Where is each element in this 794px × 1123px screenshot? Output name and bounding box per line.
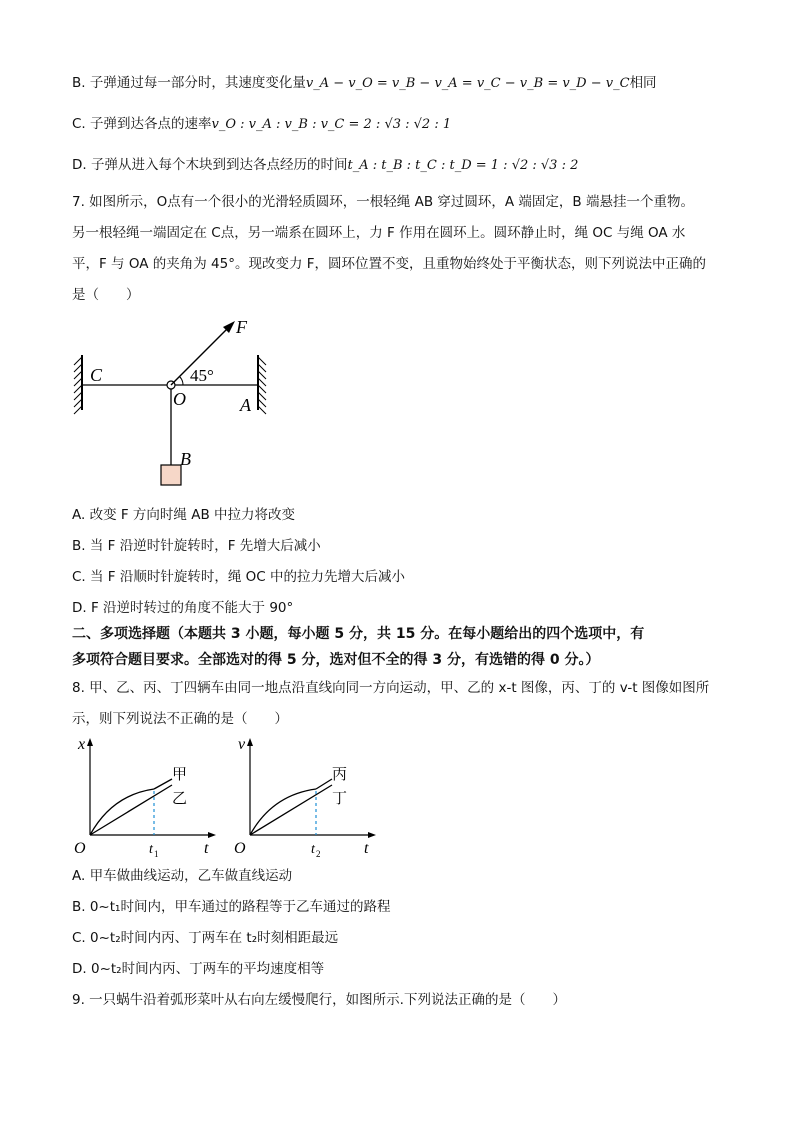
xt-x-axis-arrow: [87, 738, 93, 746]
q7-stem-line-2: 另一根轻绳一端固定在 C点，另一端系在圆环上，力 F 作用在圆环上。圆环静止时，绳 OC 与绳 OA 水: [72, 225, 686, 241]
label-bing: 丙: [332, 767, 348, 783]
xt-y-label: x: [78, 736, 86, 753]
xt-x-label: t: [204, 840, 209, 857]
section2-header-line-2: 多项符合题目要求。全部选对的得 5 分，选对但不全的得 3 分，有选错的得 0 分。）: [72, 652, 600, 668]
curve-bing-tail: [316, 779, 332, 789]
section2-header-line-1: 二、多项选择题（本题共 3 小题，每小题 5 分，共 15 分。在每小题给出的四个选项中，有: [72, 626, 645, 642]
q8-option-c: C. 0~t₂时间内丙、丁两车在 t₂时刻相距最远: [72, 930, 339, 946]
q6-option-d-text: D. 子弹从进入每个木块到到达各点经历的时间: [72, 157, 348, 173]
q6-option-b: [72, 73, 657, 94]
line-ding: [250, 785, 332, 835]
curve-jia-tail: [154, 779, 172, 789]
q7-stem-line-1: 7. 如图所示，O点有一个很小的光滑轻质圆环，一根轻绳 AB 穿过圆环，A 端固定，B 端悬挂一个重物。: [72, 194, 694, 210]
q8-option-a: A. 甲车做曲线运动，乙车做直线运动: [72, 868, 293, 884]
q7-option-a: A. 改变 F 方向时绳 AB 中拉力将改变: [72, 507, 296, 523]
q6-option-b-text: B. 子弹通过每一部分时，其速度变化量: [72, 75, 306, 91]
q7-force-diagram: [70, 315, 280, 495]
q6-option-b-formula: v_A − v_O = v_B − v_A = v_C − v_B = v_D − v_C: [305, 76, 630, 91]
q8-vt-graph: [232, 733, 382, 861]
right-wall-hatching: [258, 357, 266, 414]
vt-t-axis-arrow: [368, 832, 376, 838]
label-jia: 甲: [172, 767, 188, 783]
vt-t2-subscript: 2: [316, 849, 321, 859]
q6-option-c: [72, 114, 451, 135]
curve-jia: [90, 789, 154, 835]
label-yi: 乙: [172, 791, 188, 807]
q8-option-b: B. 0~t₁时间内，甲车通过的路程等于乙车通过的路程: [72, 899, 391, 915]
vt-v-axis-arrow: [247, 738, 253, 746]
line-yi: [90, 785, 172, 835]
q7-stem-line-4: 是（ ）: [72, 287, 140, 303]
q8-option-d: D. 0~t₂时间内丙、丁两车的平均速度相等: [72, 961, 325, 977]
q8-xt-graph: [72, 733, 222, 861]
label-f: F: [236, 317, 247, 337]
label-b: B: [180, 449, 191, 469]
vt-t2-label: t: [311, 842, 315, 857]
vt-origin-label: O: [234, 840, 246, 857]
label-ding: 丁: [332, 791, 348, 807]
label-c: C: [90, 365, 103, 385]
q7-option-d: D. F 沿逆时转过的角度不能大于 90°: [72, 600, 294, 616]
q6-option-c-text: C. 子弹到达各点的速率: [72, 116, 212, 132]
q8-stem-line-2: 示，则下列说法不正确的是（ ）: [72, 711, 288, 727]
curve-bing: [250, 789, 316, 835]
left-wall-hatching: [74, 357, 82, 414]
q8-stem-line-1: 8. 甲、乙、丙、丁四辆车由同一地点沿直线向同一方向运动，甲、乙的 x-t 图像，丙、丁的 v-t 图像如图所: [72, 680, 710, 696]
q6-option-b-suffix: 相同: [629, 75, 657, 91]
q7-stem-line-3: 平，F 与 OA 的夹角为 45°。现改变力 F，圆环位置不变，且重物始终处于平衡状态，则下列说法中正确的: [72, 256, 707, 272]
vt-x-label: t: [364, 840, 369, 857]
xt-origin-label: O: [74, 840, 86, 857]
angle-arc: [180, 377, 184, 386]
q9-stem: 9. 一只蜗牛沿着弧形菜叶从右向左缓慢爬行，如图所示.下列说法正确的是（ ）: [72, 992, 566, 1008]
q7-option-c: C. 当 F 沿顺时针旋转时，绳 OC 中的拉力先增大后减小: [72, 569, 405, 585]
q6-option-d-formula: t_A : t_B : t_C : t_D = 1 : √2 : √3 : 2: [347, 158, 579, 173]
xt-t1-label: t: [149, 842, 153, 857]
label-o: O: [173, 389, 186, 409]
angle-label: 45°: [190, 366, 214, 385]
label-a: A: [240, 395, 251, 415]
q6-option-c-formula: v_O : v_A : v_B : v_C = 2 : √3 : √2 : 1: [211, 117, 452, 132]
weight-block: [161, 465, 181, 485]
xt-t-axis-arrow: [208, 832, 216, 838]
vt-y-label: v: [238, 736, 246, 753]
q7-option-b: B. 当 F 沿逆时针旋转时，F 先增大后减小: [72, 538, 321, 554]
xt-t1-subscript: 1: [154, 849, 159, 859]
q6-option-d: [72, 155, 578, 176]
